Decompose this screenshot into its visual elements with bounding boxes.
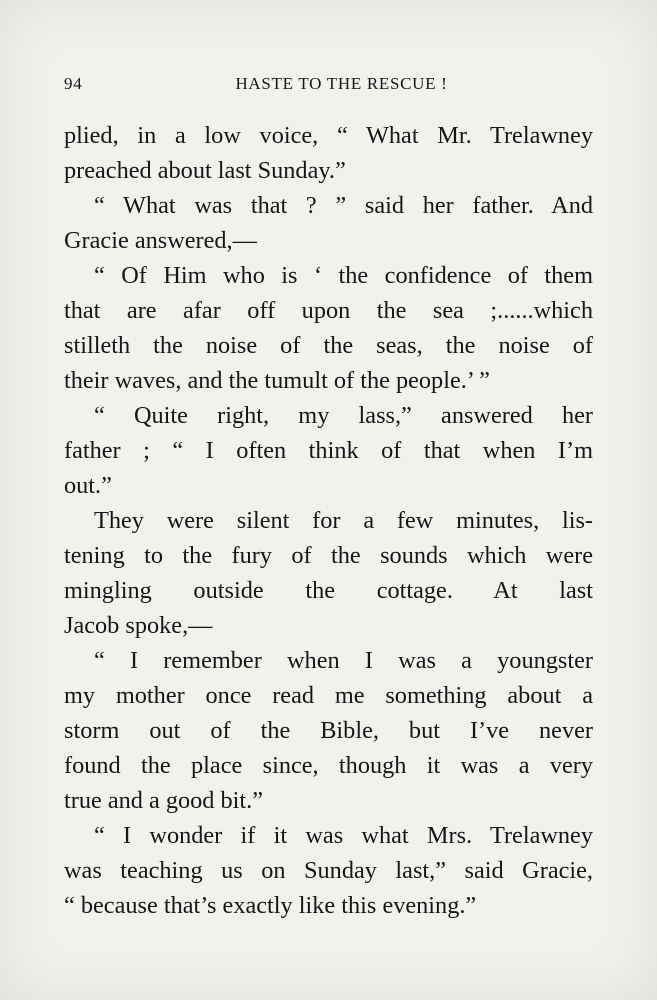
text-line: out.” bbox=[64, 472, 112, 499]
text-line: stilleth the noise of the seas, the noise of bbox=[64, 332, 593, 359]
text-line: Jacob spoke,— bbox=[64, 612, 213, 639]
text-line: was teaching us on Sunday last,” said Gracie, bbox=[64, 857, 593, 884]
text-line: “ What was that ? ” said her father. And bbox=[94, 192, 593, 219]
page-number: 94 bbox=[64, 74, 83, 93]
running-title: HASTE TO THE RESCUE ! bbox=[235, 74, 448, 93]
text-line: found the place since, though it was a very bbox=[64, 752, 593, 779]
text-line: their waves, and the tumult of the people.’ ” bbox=[64, 367, 490, 394]
text-line: true and a good bit.” bbox=[64, 787, 264, 814]
text-line: plied, in a low voice, “ What Mr. Trelawney bbox=[64, 122, 593, 149]
text-line: “ because that’s exactly like this evening.” bbox=[64, 892, 477, 919]
text-line: mingling outside the cottage. At last bbox=[64, 577, 593, 604]
body-text bbox=[64, 118, 593, 923]
text-line: father ; “ I often think of that when I’m bbox=[64, 437, 593, 464]
text-line: They were silent for a few minutes, lis- bbox=[94, 507, 593, 534]
text-line: “ Quite right, my lass,” answered her bbox=[94, 402, 593, 429]
text-line: storm out of the Bible, but I’ve never bbox=[64, 717, 593, 744]
text-line: “ I remember when I was a youngster bbox=[94, 647, 593, 674]
page-header bbox=[64, 74, 593, 98]
text-line: “ Of Him who is ‘ the confidence of them bbox=[94, 262, 593, 289]
text-line: preached about last Sunday.” bbox=[64, 157, 346, 184]
text-line: Gracie answered,— bbox=[64, 227, 257, 254]
text-line: “ I wonder if it was what Mrs. Trelawney bbox=[94, 822, 593, 849]
text-line: that are afar off upon the sea ;......which bbox=[64, 297, 593, 324]
text-line: tening to the fury of the sounds which were bbox=[64, 542, 593, 569]
text-line: my mother once read me something about a bbox=[64, 682, 593, 709]
